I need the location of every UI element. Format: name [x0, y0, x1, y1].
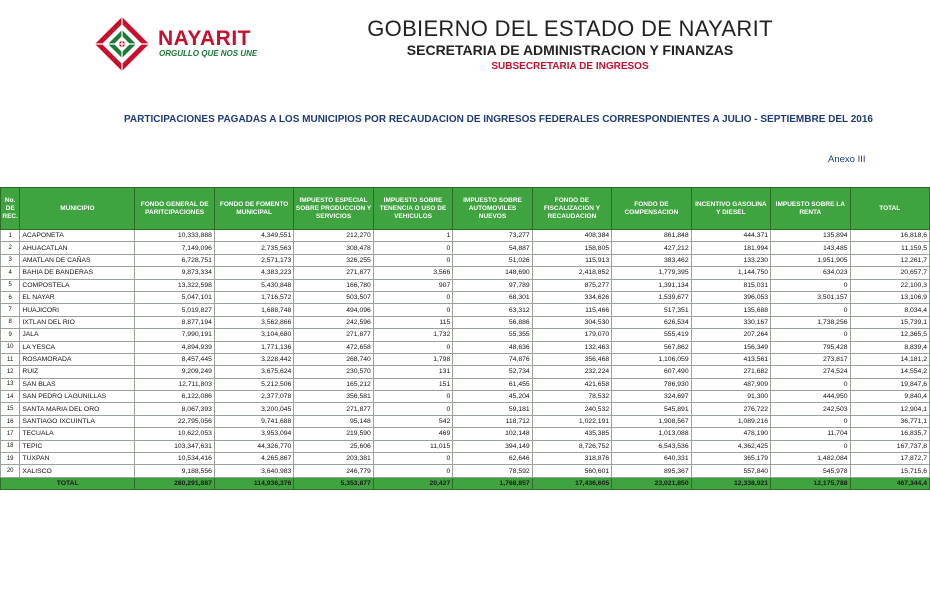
- amount-cell: 10,622,053: [135, 428, 214, 440]
- amount-cell: 45,204: [453, 391, 532, 403]
- column-header: IMPUESTO ESPECIAL SOBRE PRODUCCION Y SERVICIOS: [294, 188, 373, 230]
- total-cell: 280,291,887: [135, 477, 214, 489]
- amount-cell: 74,876: [453, 353, 532, 365]
- amount-cell: 607,490: [612, 366, 691, 378]
- amount-cell: 13,106,9: [850, 291, 929, 303]
- row-number-cell: 5: [1, 279, 20, 291]
- row-number-cell: 9: [1, 329, 20, 341]
- total-cell: 114,936,376: [214, 477, 293, 489]
- table-row: [1, 465, 930, 477]
- amount-cell: 95,148: [294, 415, 373, 427]
- amount-cell: 135,688: [691, 304, 770, 316]
- amount-cell: 12,904,1: [850, 403, 929, 415]
- amount-cell: 5,430,848: [214, 279, 293, 291]
- amount-cell: 795,428: [771, 341, 850, 353]
- amount-cell: 115,913: [532, 254, 611, 266]
- amount-cell: 242,503: [771, 403, 850, 415]
- amount-cell: 557,840: [691, 465, 770, 477]
- row-number-cell: 19: [1, 453, 20, 465]
- amount-cell: 0: [373, 465, 452, 477]
- table-row: [1, 304, 930, 316]
- total-cell: 17,436,605: [532, 477, 611, 489]
- amount-cell: 472,658: [294, 341, 373, 353]
- column-header: FONDO DE COMPENSACION: [612, 188, 691, 230]
- table-row: [1, 242, 930, 254]
- amount-cell: 8,839,4: [850, 341, 929, 353]
- amount-cell: 52,734: [453, 366, 532, 378]
- column-header: IMPUESTO SOBRE TENENCIA O USO DE VEHICULOS: [373, 188, 452, 230]
- amount-cell: 396,053: [691, 291, 770, 303]
- amount-cell: 4,362,425: [691, 440, 770, 452]
- amount-cell: 4,265,867: [214, 453, 293, 465]
- amount-cell: 9,873,334: [135, 267, 214, 279]
- amount-cell: 240,532: [532, 403, 611, 415]
- table-header-row: [1, 188, 930, 230]
- amount-cell: 212,270: [294, 230, 373, 242]
- amount-cell: 444,371: [691, 230, 770, 242]
- row-number-cell: 13: [1, 378, 20, 390]
- amount-cell: 22,795,056: [135, 415, 214, 427]
- amount-cell: 271,877: [294, 329, 373, 341]
- amount-cell: 22,100,3: [850, 279, 929, 291]
- column-header: FONDO DE FOMENTO MUNICIPAL: [214, 188, 293, 230]
- amount-cell: 1,089,216: [691, 415, 770, 427]
- amount-cell: 861,848: [612, 230, 691, 242]
- column-header: TOTAL: [850, 188, 929, 230]
- amount-cell: 1,798: [373, 353, 452, 365]
- amount-cell: 12,261,7: [850, 254, 929, 266]
- row-number-cell: 20: [1, 465, 20, 477]
- amount-cell: 1,732: [373, 329, 452, 341]
- amount-cell: 1,144,750: [691, 267, 770, 279]
- amount-cell: 0: [771, 378, 850, 390]
- amount-cell: 11,159,5: [850, 242, 929, 254]
- amount-cell: 3,953,094: [214, 428, 293, 440]
- amount-cell: 9,209,249: [135, 366, 214, 378]
- amount-cell: 0: [373, 242, 452, 254]
- row-number-cell: 18: [1, 440, 20, 452]
- amount-cell: 0: [373, 291, 452, 303]
- amount-cell: 413,561: [691, 353, 770, 365]
- row-number-cell: 10: [1, 341, 20, 353]
- amount-cell: 8,067,393: [135, 403, 214, 415]
- amount-cell: 143,485: [771, 242, 850, 254]
- amount-cell: 9,188,556: [135, 465, 214, 477]
- municipality-cell: TEPIC: [20, 440, 135, 452]
- amount-cell: 560,601: [532, 465, 611, 477]
- table-row: [1, 428, 930, 440]
- amount-cell: 5,019,827: [135, 304, 214, 316]
- amount-cell: 12,365,5: [850, 329, 929, 341]
- municipality-cell: TUXPAN: [20, 453, 135, 465]
- amount-cell: 634,023: [771, 267, 850, 279]
- amount-cell: 8,877,194: [135, 316, 214, 328]
- amount-cell: 478,190: [691, 428, 770, 440]
- amount-cell: 11,704: [771, 428, 850, 440]
- table-row: [1, 279, 930, 291]
- amount-cell: 3,675,624: [214, 366, 293, 378]
- amount-cell: 365,179: [691, 453, 770, 465]
- amount-cell: 3,228,442: [214, 353, 293, 365]
- amount-cell: 246,779: [294, 465, 373, 477]
- amount-cell: 318,876: [532, 453, 611, 465]
- amount-cell: 3,562,866: [214, 316, 293, 328]
- amount-cell: 2,418,852: [532, 267, 611, 279]
- table-row: [1, 353, 930, 365]
- amount-cell: 73,277: [453, 230, 532, 242]
- amount-cell: 276,722: [691, 403, 770, 415]
- municipality-cell: TECUALA: [20, 428, 135, 440]
- amount-cell: 1,771,136: [214, 341, 293, 353]
- municipality-cell: AHUACATLAN: [20, 242, 135, 254]
- total-label: TOTAL: [1, 477, 135, 489]
- amount-cell: 640,331: [612, 453, 691, 465]
- amount-cell: 232,224: [532, 366, 611, 378]
- municipality-cell: XALISCO: [20, 465, 135, 477]
- amount-cell: 10,534,416: [135, 453, 214, 465]
- amount-cell: 545,891: [612, 403, 691, 415]
- amount-cell: 0: [373, 341, 452, 353]
- amount-cell: 1,779,395: [612, 267, 691, 279]
- row-number-cell: 1: [1, 230, 20, 242]
- table-row: [1, 230, 930, 242]
- municipality-cell: SANTIAGO IXCUINTLA: [20, 415, 135, 427]
- amount-cell: 444,950: [771, 391, 850, 403]
- amount-cell: 7,990,191: [135, 329, 214, 341]
- participations-table: [0, 187, 930, 490]
- amount-cell: 207,264: [691, 329, 770, 341]
- amount-cell: 0: [373, 453, 452, 465]
- amount-cell: 115: [373, 316, 452, 328]
- amount-cell: 8,034,4: [850, 304, 929, 316]
- table-row: [1, 267, 930, 279]
- amount-cell: 156,349: [691, 341, 770, 353]
- amount-cell: 394,149: [453, 440, 532, 452]
- total-cell: 5,353,877: [294, 477, 373, 489]
- table-body: [1, 230, 930, 478]
- amount-cell: 25,606: [294, 440, 373, 452]
- amount-cell: 91,300: [691, 391, 770, 403]
- secretariat-heading: SECRETARIA DE ADMINISTRACION Y FINANZAS: [406, 42, 734, 58]
- amount-cell: 166,780: [294, 279, 373, 291]
- amount-cell: 271,877: [294, 267, 373, 279]
- amount-cell: 6,728,751: [135, 254, 214, 266]
- amount-cell: 786,930: [612, 378, 691, 390]
- amount-cell: 0: [373, 403, 452, 415]
- amount-cell: 48,636: [453, 341, 532, 353]
- row-number-cell: 16: [1, 415, 20, 427]
- amount-cell: 815,031: [691, 279, 770, 291]
- amount-cell: 7,149,096: [135, 242, 214, 254]
- amount-cell: 3,566: [373, 267, 452, 279]
- amount-cell: 62,646: [453, 453, 532, 465]
- amount-cell: 324,697: [612, 391, 691, 403]
- amount-cell: 1,391,134: [612, 279, 691, 291]
- row-number-cell: 8: [1, 316, 20, 328]
- amount-cell: 8,726,752: [532, 440, 611, 452]
- amount-cell: 383,462: [612, 254, 691, 266]
- logo-wordmark: NAYARIT: [158, 27, 251, 50]
- amount-cell: 1,482,084: [771, 453, 850, 465]
- municipality-cell: SAN PEDRO LAGUNILLAS: [20, 391, 135, 403]
- amount-cell: 0: [771, 329, 850, 341]
- amount-cell: 6,543,536: [612, 440, 691, 452]
- row-number-cell: 6: [1, 291, 20, 303]
- subsecretariat-heading: SUBSECRETARIA DE INGRESOS: [491, 61, 649, 72]
- amount-cell: 326,255: [294, 254, 373, 266]
- table-row: [1, 415, 930, 427]
- amount-cell: 1,908,567: [612, 415, 691, 427]
- amount-cell: 4,894,939: [135, 341, 214, 353]
- amount-cell: 16,835,7: [850, 428, 929, 440]
- amount-cell: 0: [771, 415, 850, 427]
- amount-cell: 907: [373, 279, 452, 291]
- amount-cell: 435,385: [532, 428, 611, 440]
- amount-cell: 10,333,888: [135, 230, 214, 242]
- amount-cell: 20,657,7: [850, 267, 929, 279]
- amount-cell: 54,887: [453, 242, 532, 254]
- column-header: IMPUESTO SOBRE AUTOMOVILES NUEVOS: [453, 188, 532, 230]
- amount-cell: 1,106,059: [612, 353, 691, 365]
- amount-cell: 68,301: [453, 291, 532, 303]
- table-row: [1, 403, 930, 415]
- amount-cell: 0: [771, 279, 850, 291]
- amount-cell: 517,351: [612, 304, 691, 316]
- amount-cell: 487,909: [691, 378, 770, 390]
- amount-cell: 268,740: [294, 353, 373, 365]
- amount-cell: 334,626: [532, 291, 611, 303]
- amount-cell: 5,047,101: [135, 291, 214, 303]
- amount-cell: 151: [373, 378, 452, 390]
- amount-cell: 133,230: [691, 254, 770, 266]
- amount-cell: 356,468: [532, 353, 611, 365]
- report-title: PARTICIPACIONES PAGADAS A LOS MUNICIPIOS POR RECAUDACION DE INGRESOS FEDERALES CORRESPONDIENTES A JULIO - SEPTIEMBRE DEL 2016: [124, 114, 873, 125]
- row-number-cell: 7: [1, 304, 20, 316]
- table-row: [1, 440, 930, 452]
- municipality-cell: IXTLAN DEL RIO: [20, 316, 135, 328]
- amount-cell: 1: [373, 230, 452, 242]
- row-number-cell: 17: [1, 428, 20, 440]
- row-number-cell: 11: [1, 353, 20, 365]
- amount-cell: 895,367: [612, 465, 691, 477]
- table-row: [1, 453, 930, 465]
- amount-cell: 0: [771, 440, 850, 452]
- amount-cell: 1,738,256: [771, 316, 850, 328]
- amount-cell: 2,735,563: [214, 242, 293, 254]
- municipality-cell: BAHIA DE BANDERAS: [20, 267, 135, 279]
- row-number-cell: 4: [1, 267, 20, 279]
- amount-cell: 15,739,1: [850, 316, 929, 328]
- amount-cell: 274,524: [771, 366, 850, 378]
- amount-cell: 503,507: [294, 291, 373, 303]
- annex-label: Anexo III: [828, 154, 866, 165]
- total-cell: 12,175,788: [771, 477, 850, 489]
- amount-cell: 4,349,551: [214, 230, 293, 242]
- amount-cell: 148,690: [453, 267, 532, 279]
- amount-cell: 494,096: [294, 304, 373, 316]
- total-cell: 12,338,921: [691, 477, 770, 489]
- total-cell: 467,344,4: [850, 477, 929, 489]
- amount-cell: 36,771,1: [850, 415, 929, 427]
- amount-cell: 63,312: [453, 304, 532, 316]
- amount-cell: 545,978: [771, 465, 850, 477]
- amount-cell: 330,167: [691, 316, 770, 328]
- amount-cell: 179,070: [532, 329, 611, 341]
- amount-cell: 3,640,983: [214, 465, 293, 477]
- total-cell: 23,021,850: [612, 477, 691, 489]
- amount-cell: 15,715,6: [850, 465, 929, 477]
- row-number-cell: 14: [1, 391, 20, 403]
- amount-cell: 56,886: [453, 316, 532, 328]
- amount-cell: 230,570: [294, 366, 373, 378]
- amount-cell: 203,381: [294, 453, 373, 465]
- amount-cell: 167,737,8: [850, 440, 929, 452]
- amount-cell: 308,478: [294, 242, 373, 254]
- amount-cell: 626,534: [612, 316, 691, 328]
- amount-cell: 271,877: [294, 403, 373, 415]
- table-row: [1, 391, 930, 403]
- municipality-cell: HUAJICORI: [20, 304, 135, 316]
- amount-cell: 102,148: [453, 428, 532, 440]
- amount-cell: 12,711,803: [135, 378, 214, 390]
- total-cell: 20,427: [373, 477, 452, 489]
- amount-cell: 1,013,088: [612, 428, 691, 440]
- amount-cell: 9,741,688: [214, 415, 293, 427]
- amount-cell: 4,383,223: [214, 267, 293, 279]
- table-row: [1, 291, 930, 303]
- amount-cell: 1,716,572: [214, 291, 293, 303]
- amount-cell: 158,805: [532, 242, 611, 254]
- amount-cell: 55,355: [453, 329, 532, 341]
- column-header: INCENTIVO GASOLINA Y DIESEL: [691, 188, 770, 230]
- amount-cell: 421,658: [532, 378, 611, 390]
- column-header: FONDO GENERAL DE PARITCIPACIONES: [135, 188, 214, 230]
- amount-cell: 3,501,157: [771, 291, 850, 303]
- table-row: [1, 329, 930, 341]
- amount-cell: 16,818,6: [850, 230, 929, 242]
- amount-cell: 61,455: [453, 378, 532, 390]
- amount-cell: 14,181,2: [850, 353, 929, 365]
- amount-cell: 0: [373, 391, 452, 403]
- total-row: [1, 477, 930, 489]
- amount-cell: 19,847,6: [850, 378, 929, 390]
- amount-cell: 1,539,677: [612, 291, 691, 303]
- amount-cell: 14,554,2: [850, 366, 929, 378]
- amount-cell: 3,200,045: [214, 403, 293, 415]
- amount-cell: 51,026: [453, 254, 532, 266]
- amount-cell: 115,466: [532, 304, 611, 316]
- amount-cell: 555,419: [612, 329, 691, 341]
- amount-cell: 59,181: [453, 403, 532, 415]
- amount-cell: 271,682: [691, 366, 770, 378]
- column-header: IMPUESTO SOBRE LA RENTA: [771, 188, 850, 230]
- amount-cell: 5,212,506: [214, 378, 293, 390]
- amount-cell: 97,789: [453, 279, 532, 291]
- total-cell: 1,768,857: [453, 477, 532, 489]
- amount-cell: 131: [373, 366, 452, 378]
- amount-cell: 78,532: [532, 391, 611, 403]
- amount-cell: 219,590: [294, 428, 373, 440]
- amount-cell: 9,840,4: [850, 391, 929, 403]
- amount-cell: 103,347,631: [135, 440, 214, 452]
- amount-cell: 2,377,078: [214, 391, 293, 403]
- amount-cell: 469: [373, 428, 452, 440]
- municipality-cell: SANTA MARIA DEL ORO: [20, 403, 135, 415]
- table-row: [1, 378, 930, 390]
- amount-cell: 356,581: [294, 391, 373, 403]
- municipality-cell: LA YESCA: [20, 341, 135, 353]
- amount-cell: 11,015: [373, 440, 452, 452]
- amount-cell: 0: [373, 254, 452, 266]
- amount-cell: 165,212: [294, 378, 373, 390]
- municipality-cell: JALA: [20, 329, 135, 341]
- amount-cell: 304,530: [532, 316, 611, 328]
- table-row: [1, 366, 930, 378]
- column-header: MUNICIPIO: [20, 188, 135, 230]
- municipality-cell: AMATLAN DE CAÑAS: [20, 254, 135, 266]
- municipality-cell: COMPOSTELA: [20, 279, 135, 291]
- amount-cell: 0: [771, 304, 850, 316]
- municipality-cell: RUIZ: [20, 366, 135, 378]
- amount-cell: 44,326,770: [214, 440, 293, 452]
- amount-cell: 875,277: [532, 279, 611, 291]
- amount-cell: 181,994: [691, 242, 770, 254]
- municipality-cell: SAN BLAS: [20, 378, 135, 390]
- amount-cell: 2,571,173: [214, 254, 293, 266]
- amount-cell: 273,817: [771, 353, 850, 365]
- column-header: No. DE REC.: [1, 188, 20, 230]
- municipality-cell: EL NAYAR: [20, 291, 135, 303]
- row-number-cell: 15: [1, 403, 20, 415]
- amount-cell: 132,463: [532, 341, 611, 353]
- table-row: [1, 254, 930, 266]
- amount-cell: 567,862: [612, 341, 691, 353]
- amount-cell: 6,122,086: [135, 391, 214, 403]
- row-number-cell: 3: [1, 254, 20, 266]
- amount-cell: 17,872,7: [850, 453, 929, 465]
- amount-cell: 135,894: [771, 230, 850, 242]
- amount-cell: 78,592: [453, 465, 532, 477]
- logo-slogan: ORGULLO QUE NOS UNE: [159, 49, 258, 58]
- amount-cell: 1,022,191: [532, 415, 611, 427]
- row-number-cell: 2: [1, 242, 20, 254]
- amount-cell: 242,596: [294, 316, 373, 328]
- municipality-cell: ROSAMORADA: [20, 353, 135, 365]
- amount-cell: 427,212: [612, 242, 691, 254]
- amount-cell: 0: [373, 304, 452, 316]
- amount-cell: 1,951,905: [771, 254, 850, 266]
- amount-cell: 408,384: [532, 230, 611, 242]
- amount-cell: 13,322,598: [135, 279, 214, 291]
- amount-cell: 3,104,680: [214, 329, 293, 341]
- row-number-cell: 12: [1, 366, 20, 378]
- amount-cell: 8,457,445: [135, 353, 214, 365]
- table-row: [1, 341, 930, 353]
- amount-cell: 542: [373, 415, 452, 427]
- municipality-cell: ACAPONETA: [20, 230, 135, 242]
- table-row: [1, 316, 930, 328]
- government-heading: GOBIERNO DEL ESTADO DE NAYARIT: [367, 16, 773, 41]
- amount-cell: 118,712: [453, 415, 532, 427]
- column-header: FONDO DE FISCALIZACION Y RECAUDACION: [532, 188, 611, 230]
- amount-cell: 1,688,748: [214, 304, 293, 316]
